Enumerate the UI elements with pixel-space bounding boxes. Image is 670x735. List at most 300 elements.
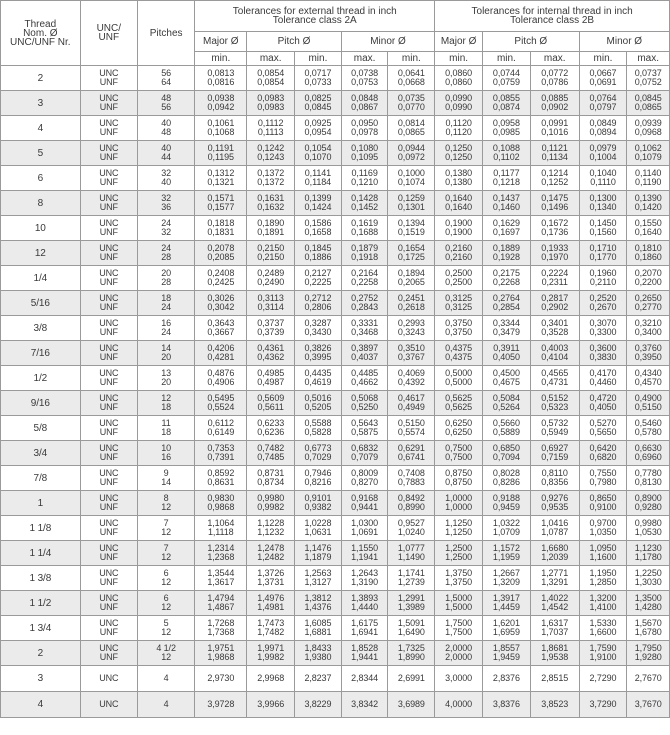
tolerance-cell-value: 0,0990: [445, 93, 473, 103]
table-row: [1, 166, 670, 191]
pitch-count-cell-value: 4 1/2: [156, 643, 176, 653]
tolerance-cell-value: 0,9276: [541, 493, 569, 503]
tolerance-cell-value: 0,3760: [634, 343, 662, 353]
tolerance-cell: [435, 541, 483, 566]
tolerance-cell-value: 0,1394: [397, 218, 425, 228]
int-minor-min: min.: [579, 52, 627, 66]
tolerance-cell-value: 0,1560: [589, 227, 617, 237]
tolerance-cell-value: 0,1040: [589, 168, 617, 178]
tolerance-cell: [388, 441, 435, 466]
thread-type-cell-value: UNF: [99, 227, 118, 237]
tolerance-cell: [341, 266, 388, 291]
pitch-count-cell-value: 9: [163, 468, 169, 478]
tolerance-cell-value: 0,4876: [207, 368, 235, 378]
tolerance-cell-value: 0,1619: [351, 218, 379, 228]
tolerance-cell: [530, 516, 579, 541]
tolerance-cell: [579, 191, 627, 216]
tolerance-cell-value: 0,4361: [257, 343, 285, 353]
tolerance-cell: [341, 166, 388, 191]
tolerance-cell-value: 0,1818: [207, 218, 235, 228]
tolerance-cell-value: 0,4985: [257, 368, 285, 378]
thread-type-cell-value: UNF: [99, 527, 118, 537]
tolerance-cell-value: 0,9441: [351, 502, 379, 512]
thread-nominal-cell: 5/8: [1, 416, 81, 441]
pitch-count-cell-value: 32: [161, 227, 172, 237]
tolerance-cell-value: 0,8110: [541, 468, 568, 478]
tolerance-cell: [295, 466, 342, 491]
tolerance-cell-value: 0,1640: [634, 227, 662, 237]
tolerance-cell-value: 0,7946: [304, 468, 332, 478]
tolerance-cell: [341, 441, 388, 466]
tolerance-cell-value: 0,7780: [634, 468, 662, 478]
tolerance-cell-value: 2,7670: [634, 673, 662, 683]
tolerance-cell-value: 0,5949: [541, 427, 569, 437]
tolerance-cell: [295, 391, 342, 416]
tolerance-cell: [435, 641, 483, 666]
table-row: [1, 516, 670, 541]
tolerance-cell-value: 0,5084: [492, 393, 520, 403]
internal-title: Tolerances for internal thread in inch: [471, 6, 633, 17]
tolerance-cell-value: 0,0848: [351, 93, 379, 103]
tolerance-cell: [435, 692, 483, 718]
thread-type-cell: [80, 141, 137, 166]
tolerance-cell: [627, 466, 670, 491]
tolerance-cell: [435, 391, 483, 416]
tolerance-cell-value: 0,3750: [445, 327, 473, 337]
tolerance-cell-value: 1,0631: [304, 527, 332, 537]
tolerance-cell-value: 0,2311: [541, 277, 568, 287]
tolerance-cell-value: 0,0860: [445, 68, 473, 78]
tolerance-cell-value: 0,3750: [445, 318, 473, 328]
tolerance-cell-value: 0,4037: [351, 352, 379, 362]
pitch-count-cell-value: 12: [161, 602, 172, 612]
tolerance-cell-value: 0,6250: [445, 418, 473, 428]
tolerance-cell: [579, 166, 627, 191]
tolerance-cell: [247, 692, 295, 718]
tolerance-cell-value: 0,1894: [397, 268, 425, 278]
tolerance-cell: [195, 266, 247, 291]
pitch-count-cell: [137, 591, 194, 616]
tolerance-cell-value: 0,1177: [493, 168, 520, 178]
tolerance-cell: [435, 441, 483, 466]
tolerance-cell: [435, 366, 483, 391]
tolerance-cell-value: 0,1112: [257, 118, 284, 128]
tolerance-cell-value: 0,6832: [351, 443, 379, 453]
tolerance-cell-value: 0,8270: [351, 477, 379, 487]
tolerance-cell-value: 1,7500: [445, 618, 473, 628]
tolerance-cell-value: 0,2902: [541, 302, 569, 312]
tolerance-cell-value: 0,1831: [207, 227, 235, 237]
tolerance-cell-value: 1,0709: [492, 527, 520, 537]
tolerance-cell-value: 0,0691: [589, 77, 617, 87]
tolerance-cell: [247, 466, 295, 491]
tolerance-cell-value: 1,1879: [304, 552, 332, 562]
ext-pitch-max: max.: [247, 52, 295, 66]
pitch-count-cell: [137, 666, 194, 692]
tolerance-cell: [195, 116, 247, 141]
tolerance-cell-value: 0,6233: [257, 418, 285, 428]
tolerance-cell: [627, 591, 670, 616]
tolerance-cell-value: 0,3468: [351, 327, 379, 337]
thread-type-cell-value: UNF: [99, 627, 118, 637]
tolerance-cell: [627, 341, 670, 366]
pitch-count-cell: [137, 116, 194, 141]
tolerance-cell-value: 0,7159: [541, 452, 569, 462]
table-row: [1, 316, 670, 341]
tolerance-cell-value: 0,5780: [634, 427, 662, 437]
tolerance-cell-value: 0,1068: [207, 127, 235, 137]
tolerance-cell-value: 4,0000: [445, 699, 473, 709]
tolerance-cell: [483, 491, 531, 516]
tolerance-cell: [530, 366, 579, 391]
thread-type-cell-value: UNF: [99, 202, 118, 212]
tolerance-cell-value: 0,5205: [304, 402, 332, 412]
tolerance-cell-value: 1,2482: [257, 552, 285, 562]
pitch-count-cell-value: 18: [161, 427, 172, 437]
pitch-count-cell-value: 12: [161, 527, 172, 537]
tolerance-cell-value: 2,8344: [351, 673, 379, 683]
tolerance-cell-value: 0,0925: [304, 118, 332, 128]
tolerance-cell: [295, 541, 342, 566]
tolerance-cell: [530, 166, 579, 191]
thread-type-cell-value: UNC: [99, 343, 119, 353]
tolerance-cell-value: 0,1810: [634, 243, 662, 253]
pitch-count-cell: [137, 416, 194, 441]
tolerance-cell: [530, 66, 579, 91]
tolerance-cell-value: 1,7268: [207, 618, 235, 628]
tolerance-cell-value: 0,7408: [397, 468, 425, 478]
tolerance-cell-value: 0,0641: [397, 68, 425, 78]
tolerance-cell: [341, 641, 388, 666]
tolerance-cell-value: 0,0990: [445, 102, 473, 112]
tolerance-cell-value: 1,9100: [589, 652, 617, 662]
tolerance-cell-value: 1,4022: [541, 593, 569, 603]
pitch-count-cell: [137, 266, 194, 291]
tolerance-cell: [247, 441, 295, 466]
tolerance-cell-value: 0,9527: [397, 518, 425, 528]
tolerance-cell-value: 0,1121: [541, 143, 568, 153]
tolerance-cell-value: 0,0860: [445, 77, 473, 87]
pitch-count-cell: [137, 491, 194, 516]
thread-type-cell: [80, 216, 137, 241]
tolerance-cell-value: 1,9971: [257, 643, 285, 653]
tolerance-cell-value: 0,3400: [634, 327, 662, 337]
tolerance-cell-value: 0,0991: [541, 118, 569, 128]
tolerance-cell: [579, 116, 627, 141]
unf-label: UNF: [98, 32, 120, 43]
tolerance-cell-value: 0,3767: [397, 352, 425, 362]
thread-nominal-cell: 1 1/8: [1, 516, 81, 541]
pitch-count-cell-value: 4: [163, 673, 169, 683]
thread-type-cell-value: UNC: [99, 118, 119, 128]
tolerance-cell-value: 0,2451: [397, 293, 425, 303]
tolerance-cell: [341, 591, 388, 616]
tolerance-cell-value: 0,5574: [397, 427, 425, 437]
table-row: [1, 591, 670, 616]
thread-nominal-cell: 5: [1, 141, 81, 166]
pitch-count-cell-value: 40: [161, 177, 172, 187]
tolerance-cell: [295, 692, 342, 718]
thread-nominal-cell: 4: [1, 116, 81, 141]
tolerance-cell-value: 0,1631: [257, 193, 285, 203]
table-row: [1, 616, 670, 641]
tolerance-cell-value: 0,9459: [492, 502, 520, 512]
tolerance-cell-value: 0,0764: [589, 93, 617, 103]
tolerance-cell-value: 0,6773: [304, 443, 332, 453]
tolerance-cell-value: 1,3812: [304, 593, 332, 603]
tolerance-cell-value: 1,4981: [257, 602, 285, 612]
tolerance-cell: [483, 541, 531, 566]
tolerance-cell-value: 0,5495: [207, 393, 235, 403]
tolerance-cell-value: 3,8342: [351, 699, 379, 709]
pitch-count-cell-value: 16: [161, 452, 172, 462]
tolerance-cell-value: 0,3113: [257, 293, 284, 303]
tolerance-cell-value: 1,0000: [445, 493, 473, 503]
tolerance-cell-value: 0,1437: [492, 193, 520, 203]
tolerance-cell-value: 0,1640: [445, 193, 473, 203]
tolerance-cell-value: 1,1228: [257, 518, 285, 528]
tolerance-cell-value: 0,5588: [304, 418, 332, 428]
tolerance-cell-value: 0,4720: [589, 393, 617, 403]
tolerance-cell-value: 0,1242: [257, 143, 285, 153]
tolerance-cell: [195, 466, 247, 491]
tolerance-cell-value: 0,3600: [589, 343, 617, 353]
tolerance-cell-value: 0,0939: [634, 118, 662, 128]
thread-nominal-cell: 1 1/4: [1, 541, 81, 566]
pitch-count-cell: [137, 191, 194, 216]
thread-type-cell: [80, 591, 137, 616]
thread-type-cell-value: UNF: [99, 252, 118, 262]
tolerance-cell-value: 0,8990: [397, 502, 425, 512]
nom-label: Nom. Ø: [23, 27, 58, 39]
pitch-count-cell-value: 48: [161, 93, 172, 103]
tolerance-cell-value: 0,2160: [445, 243, 473, 253]
tolerance-cell-value: 1,2039: [541, 552, 569, 562]
thread-nominal-cell: 12: [1, 241, 81, 266]
tolerance-cell-value: 0,0865: [634, 102, 662, 112]
tolerance-cell: [627, 666, 670, 692]
tolerance-cell-value: 0,0752: [634, 77, 662, 87]
tolerance-cell-value: 0,1243: [257, 152, 285, 162]
tolerance-cell-value: 1,2250: [634, 568, 662, 578]
tolerance-cell-value: 0,2764: [492, 293, 520, 303]
tolerance-cell: [435, 241, 483, 266]
pitch-count-cell-value: 32: [161, 193, 172, 203]
ext-major-min: min.: [195, 52, 247, 66]
tolerance-cell: [295, 116, 342, 141]
int-minor-header: Minor Ø: [579, 32, 669, 52]
tolerance-cell-value: 0,2425: [207, 277, 235, 287]
thread-type-cell-value: UNC: [99, 68, 119, 78]
tolerance-cell-value: 0,1074: [397, 177, 425, 187]
thread-type-cell: [80, 366, 137, 391]
tolerance-cell-value: 1,2991: [397, 593, 425, 603]
tolerance-cell: [341, 491, 388, 516]
thread-nominal-cell: 3: [1, 91, 81, 116]
tolerance-cell: [627, 616, 670, 641]
tolerance-cell: [483, 241, 531, 266]
tolerance-cell: [195, 616, 247, 641]
tolerance-cell-value: 0,2490: [257, 277, 285, 287]
tolerance-cell: [579, 641, 627, 666]
tolerance-cell-value: 0,1134: [541, 152, 568, 162]
pitch-count-cell: [137, 316, 194, 341]
tolerance-cell-value: 1,0530: [634, 527, 662, 537]
table-row: [1, 541, 670, 566]
thread-type-cell-value: UNC: [99, 568, 119, 578]
pitch-count-cell-value: 7: [163, 518, 169, 528]
ext-minor-min: min.: [388, 52, 435, 66]
tolerance-cell: [435, 191, 483, 216]
table-row: [1, 341, 670, 366]
tolerance-cell: [295, 191, 342, 216]
tolerance-cell-value: 0,4662: [351, 377, 379, 387]
tolerance-cell-value: 1,7325: [397, 643, 425, 653]
tolerance-cell-value: 1,0000: [445, 502, 473, 512]
tolerance-cell: [388, 591, 435, 616]
tolerance-cell: [295, 516, 342, 541]
tolerance-cell: [195, 191, 247, 216]
tolerance-cell-value: 0,1629: [492, 218, 520, 228]
tolerance-cell-value: 1,1741: [397, 568, 425, 578]
tolerance-cell-value: 1,1572: [492, 543, 520, 553]
tolerance-cell: [435, 516, 483, 541]
thread-type-cell-value: UNF: [99, 427, 118, 437]
tolerance-cell-value: 3,9966: [257, 699, 285, 709]
tolerance-cell: [195, 216, 247, 241]
tolerance-cell-value: 0,1080: [351, 143, 379, 153]
tolerance-cell: [295, 241, 342, 266]
tolerance-cell-value: 0,2268: [492, 277, 520, 287]
tolerance-cell-value: 0,0814: [397, 118, 425, 128]
tolerance-cell-value: 1,6600: [589, 627, 617, 637]
tolerance-cell: [627, 416, 670, 441]
tolerance-cell-value: 0,3510: [397, 343, 425, 353]
tolerance-cell: [579, 466, 627, 491]
tolerance-cell-value: 1,0691: [351, 527, 379, 537]
tolerance-cell-value: 1,8557: [492, 643, 520, 653]
table-row: [1, 291, 670, 316]
tolerance-cell: [195, 341, 247, 366]
tolerance-cell-value: 0,6291: [397, 443, 425, 453]
tolerance-cell-value: 0,8734: [257, 477, 285, 487]
tolerance-cell: [530, 641, 579, 666]
tolerance-cell: [530, 441, 579, 466]
tolerance-cell-value: 0,5611: [257, 402, 284, 412]
tolerance-cell-value: 0,0950: [351, 118, 379, 128]
tolerance-cell-value: 0,9700: [589, 518, 617, 528]
tolerance-cell-value: 0,2085: [207, 252, 235, 262]
tolerance-cell: [341, 416, 388, 441]
tolerance-cell: [627, 692, 670, 718]
tolerance-cell-value: 0,9830: [207, 493, 235, 503]
tolerance-cell: [435, 491, 483, 516]
tolerance-cell-value: 0,1110: [590, 177, 616, 187]
thread-type-cell: [80, 191, 137, 216]
tolerance-cell-value: 0,6960: [634, 452, 662, 462]
thread-type-cell-value: UNC: [99, 268, 119, 278]
pitch-count-cell: [137, 566, 194, 591]
tolerance-cell-value: 0,6927: [541, 443, 569, 453]
thread-nominal-header: [1, 1, 81, 66]
tolerance-cell: [435, 116, 483, 141]
tolerance-cell-value: 1,1230: [634, 543, 662, 553]
tolerance-cell-value: 0,6250: [445, 427, 473, 437]
thread-type-cell-value: UNF: [99, 477, 118, 487]
table-row: [1, 141, 670, 166]
tolerance-cell-value: 0,2200: [634, 277, 662, 287]
tolerance-cell-value: 0,0938: [207, 93, 235, 103]
pitch-count-cell-value: 32: [161, 168, 172, 178]
tolerance-cell: [247, 666, 295, 692]
tolerance-cell: [483, 116, 531, 141]
tolerance-cell: [195, 541, 247, 566]
tolerance-cell-value: 2,6991: [397, 673, 425, 683]
tolerance-cell: [195, 66, 247, 91]
int-pitch-max: max.: [530, 52, 579, 66]
thread-type-cell: [80, 516, 137, 541]
tolerance-cell: [435, 66, 483, 91]
pitch-count-cell-value: 12: [161, 552, 172, 562]
tolerance-cell-value: 0,3331: [351, 318, 379, 328]
thread-type-cell: [80, 641, 137, 666]
tolerance-cell-value: 0,4281: [207, 352, 235, 362]
tolerance-cell: [388, 491, 435, 516]
tolerance-cell-value: 1,2368: [207, 552, 235, 562]
tolerance-cell-value: 0,5016: [304, 393, 332, 403]
tolerance-cell: [247, 641, 295, 666]
tolerance-cell-value: 0,4949: [397, 402, 425, 412]
thread-type-cell-value: UNF: [99, 302, 118, 312]
tolerance-cell: [530, 116, 579, 141]
tolerance-cell-value: 0,1475: [541, 193, 569, 203]
tolerance-cell-value: 0,0874: [492, 102, 520, 112]
ext-pitch-min: min.: [295, 52, 342, 66]
int-minor-max: max.: [627, 52, 670, 66]
tolerance-cell-value: 1,2667: [492, 568, 520, 578]
tolerance-cell-value: 0,5270: [589, 418, 617, 428]
tolerance-cell-value: 1,5000: [445, 602, 473, 612]
tolerance-cell-value: 0,0816: [207, 77, 235, 87]
tolerance-cell: [247, 266, 295, 291]
tolerance-cell-value: 0,2070: [634, 268, 662, 278]
tolerance-cell: [627, 266, 670, 291]
tolerance-cell-value: 1,6680: [541, 543, 569, 553]
tolerance-cell-value: 0,0972: [397, 152, 425, 162]
tolerance-cell-value: 0,1095: [351, 152, 379, 162]
tolerance-cell: [483, 141, 531, 166]
tolerance-cell-value: 1,8681: [541, 643, 569, 653]
tolerance-cell: [435, 291, 483, 316]
pitches-header: Pitches: [137, 1, 194, 66]
tolerance-cell-value: 1,1600: [589, 552, 617, 562]
pitch-count-cell-value: 12: [161, 652, 172, 662]
tolerance-cell: [530, 541, 579, 566]
tolerance-cell-value: 0,1259: [397, 193, 425, 203]
tolerance-cell-value: 0,0867: [351, 102, 379, 112]
tolerance-cell-value: 0,9280: [634, 502, 662, 512]
tolerance-cell-value: 0,1140: [635, 168, 662, 178]
pitch-count-cell-value: 13: [161, 368, 172, 378]
tolerance-cell-value: 0,3070: [589, 318, 617, 328]
pitch-count-cell-value: 16: [161, 318, 172, 328]
thread-type-cell: [80, 541, 137, 566]
tolerance-cell: [295, 591, 342, 616]
tolerance-cell-value: 0,0958: [492, 118, 520, 128]
tolerance-cell-value: 0,9188: [492, 493, 520, 503]
thread-type-cell: [80, 666, 137, 692]
tolerance-cell: [247, 491, 295, 516]
